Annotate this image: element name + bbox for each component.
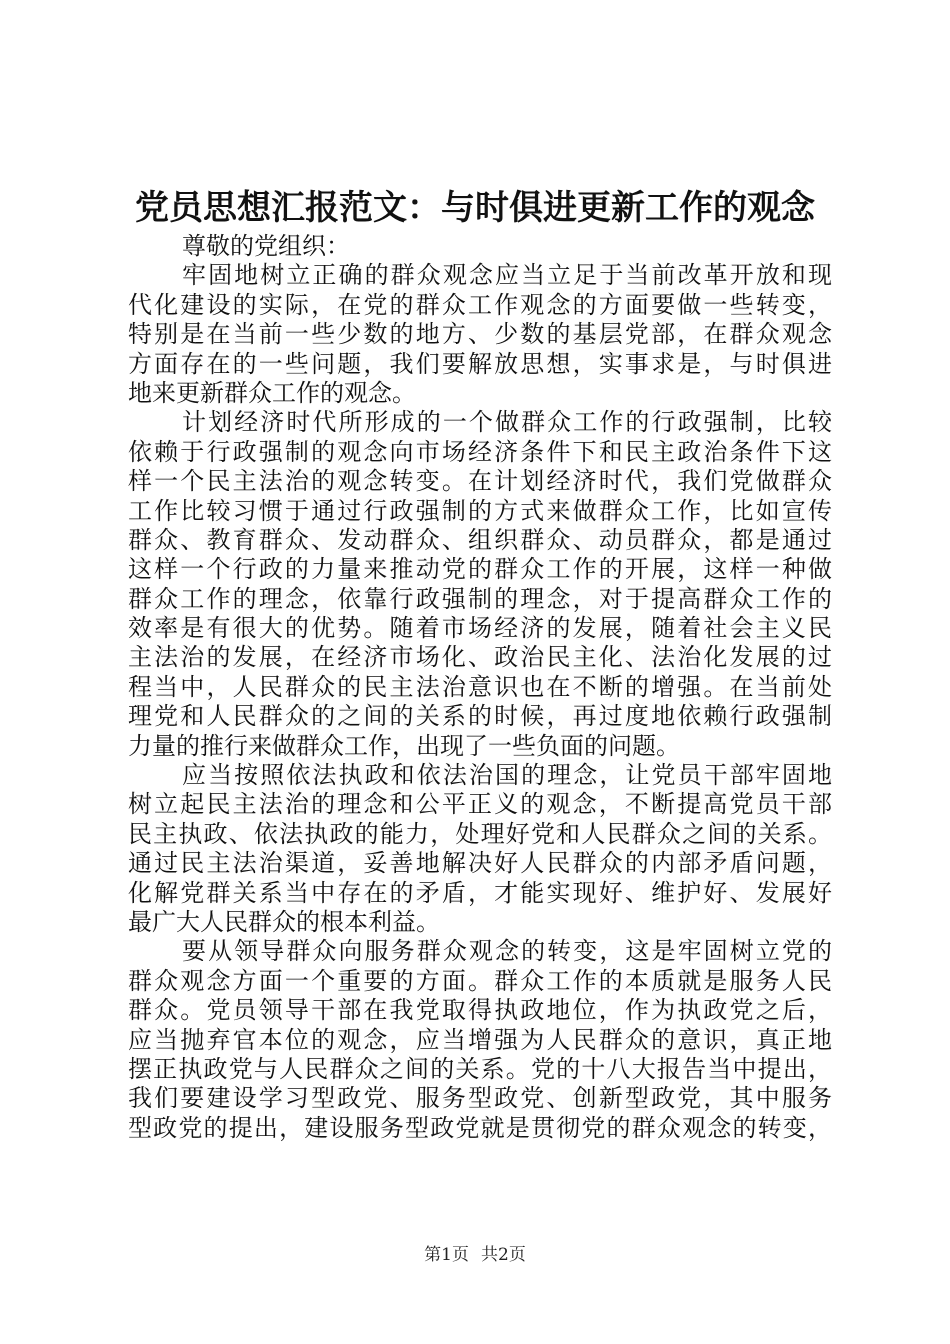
text-line: 工作比较习惯于通过行政强制的方式来做群众工作，比如宣传 (128, 496, 832, 525)
text-line: 方面存在的一些问题，我们要解放思想，实事求是，与时俱进 (128, 349, 832, 378)
text-line: 我们要建设学习型政党、服务型政党、创新型政党，其中服务 (128, 1084, 832, 1113)
text-line: 主法治的发展，在经济市场化、政治民主化、法治化发展的过 (128, 643, 832, 672)
text-line: 摆正执政党与人民群众之间的关系。党的十八大报告当中提出， (128, 1054, 832, 1083)
document-title: 党员思想汇报范文：与时俱进更新工作的观念 (135, 188, 815, 228)
text-line: 依赖于行政强制的观念向市场经济条件下和民主政治条件下这 (128, 437, 832, 466)
text-line: 程当中，人民群众的民主法治意识也在不断的增强。在当前处 (128, 672, 832, 701)
text-line: 理党和人民群众的之间的关系的时候，再过度地依赖行政强制 (128, 702, 832, 731)
text-line: 化解党群关系当中存在的矛盾，才能实现好、维护好、发展好 (128, 878, 832, 907)
text-line: 牢固地树立正确的群众观念应当立足于当前改革开放和现 (182, 261, 832, 290)
text-line: 群众工作的理念，依靠行政强制的理念，对于提高群众工作的 (128, 584, 832, 613)
text-line: 样一个民主法治的观念转变。在计划经济时代，我们党做群众 (128, 467, 832, 496)
salutation: 尊敬的党组织： (182, 232, 350, 260)
document-body (128, 232, 832, 1143)
text-line: 地来更新群众工作的观念。 (128, 378, 416, 407)
text-line: 应当按照依法执政和依法治国的理念，让党员干部牢固地 (182, 761, 832, 790)
text-line: 型政党的提出，建设服务型政党就是贯彻党的群众观念的转变， (128, 1113, 832, 1142)
text-line: 树立起民主法治的理念和公平正义的观念，不断提高党员干部 (128, 790, 832, 819)
page-number: 第1页 (424, 1245, 469, 1265)
text-line: 这样一个行政的力量来推动党的群众工作的开展，这样一种做 (128, 555, 832, 584)
paragraph-lines (128, 261, 832, 1143)
text-line: 最广大人民群众的根本利益。 (128, 907, 440, 936)
page-total: 共2页 (481, 1245, 526, 1265)
text-line: 通过民主法治渠道，妥善地解决好人民群众的内部矛盾问题， (128, 849, 832, 878)
text-line: 特别是在当前一些少数的地方、少数的基层党部，在群众观念 (128, 320, 832, 349)
text-line: 群众观念方面一个重要的方面。群众工作的本质就是服务人民 (128, 966, 832, 995)
text-line: 要从领导群众向服务群众观念的转变，这是牢固树立党的 (182, 937, 832, 966)
text-line: 计划经济时代所形成的一个做群众工作的行政强制，比较 (182, 408, 832, 437)
text-line: 力量的推行来做群众工作，出现了一些负面的问题。 (128, 731, 680, 760)
text-line: 应当抛弃官本位的观念，应当增强为人民群众的意识，真正地 (128, 1025, 832, 1054)
text-line: 民主执政、依法执政的能力，处理好党和人民群众之间的关系。 (128, 819, 832, 848)
text-line: 群众、教育群众、发动群众、组织群众、动员群众，都是通过 (128, 525, 832, 554)
text-line: 效率是有很大的优势。随着市场经济的发展，随着社会主义民 (128, 614, 832, 643)
text-line: 代化建设的实际，在党的群众工作观念的方面要做一些转变， (128, 290, 832, 319)
page-footer (0, 1244, 950, 1266)
text-line: 群众。党员领导干部在我党取得执政地位，作为执政党之后， (128, 996, 832, 1025)
